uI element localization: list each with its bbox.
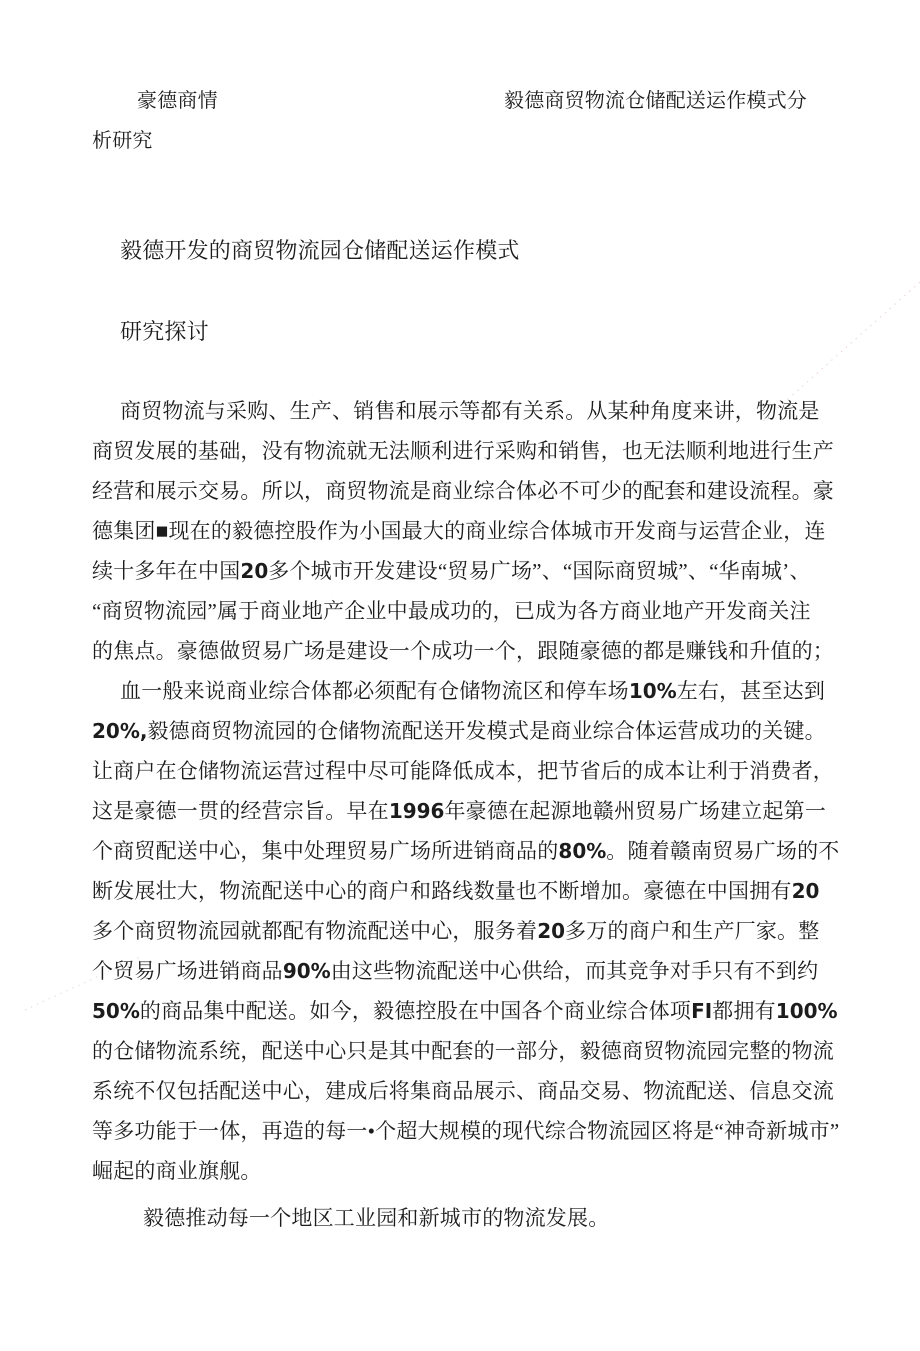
body-line: 商贸发展的基础，没有物流就无法顺利进行采购和销售，也无法顺利地进行生产 <box>92 439 834 463</box>
body-line: 毅德推动每一个地区工业园和新城市的物流发展。 <box>143 1206 610 1230</box>
body-line: 等多功能于一体，再造的每一•个超大规模的现代综合物流园区将是“神奇新城市” <box>92 1119 840 1143</box>
body-line: 50%的商品集中配送。如今，毅德控股在中国各个商业综合体项FI都拥有100% <box>92 999 838 1023</box>
body-line: 德集团■现在的毅德控股作为小国最大的商业综合体城市开发商与运营企业，连 <box>92 519 826 543</box>
body-line: 崛起的商业旗舰。 <box>92 1159 262 1183</box>
header-right-text-wrap: 析研究 <box>92 130 153 152</box>
body-line: 续十多年在中国20多个城市开发建设“贸易广场”、“国际商贸城”、“华南城’、 <box>92 559 811 583</box>
document-subtitle: 研究探讨 <box>120 319 209 344</box>
body-line: 多个商贸物流园就都配有物流配送中心，服务着20多万的商户和生产厂家。整 <box>92 919 820 943</box>
body-line: 个贸易广场进销商品90%由这些物流配送中心供给，而其竞争对手只有不到约 <box>92 959 819 983</box>
body-line: 断发展壮大，物流配送中心的商户和路线数量也不断增加。豪德在中国拥有20 <box>92 879 820 903</box>
header-left-text: 豪德商情 <box>137 90 218 112</box>
body-line: 让商户在仓储物流运营过程中尽可能降低成本，把节省后的成本让利于消费者， <box>92 759 834 783</box>
document-title: 毅德开发的商贸物流园仓储配送运作模式 <box>120 238 520 263</box>
body-line: 系统不仅包括配送中心，建成后将集商品展示、商品交易、物流配送、信息交流 <box>92 1079 834 1103</box>
body-line: 这是豪德一贯的经营宗旨。早在1996年豪德在起源地赣州贸易广场建立起第一 <box>92 799 827 823</box>
body-line: 血一般来说商业综合体都必须配有仓储物流区和停车场10%左右，甚至达到 <box>120 679 826 703</box>
body-line: “商贸物流园”属于商业地产企业中最成功的，已成为各方商业地产开发商关注 <box>92 599 811 623</box>
body-line: 的仓储物流系统，配送中心只是其中配套的一部分，毅德商贸物流园完整的物流 <box>92 1039 834 1063</box>
body-line: 20%,毅德商贸物流园的仓储物流配送开发模式是商业综合体运营成功的关键。 <box>92 719 826 743</box>
body-line: 经营和展示交易。所以，商贸物流是商业综合体必不可少的配套和建设流程。豪 <box>92 479 834 503</box>
body-line: 的焦点。豪德做贸易广场是建设一个成功一个，跟随豪德的都是赚钱和升值的； <box>92 639 834 663</box>
body-line: 个商贸配送中心，集中处理贸易广场所进销商品的80%。随着赣南贸易广场的不 <box>92 839 840 863</box>
body-line: 商贸物流与采购、生产、销售和展示等都有关系。从某种角度来讲，物流是 <box>120 399 820 423</box>
header-right-text: 毅德商贸物流仓储配送运作模式分 <box>504 90 807 112</box>
